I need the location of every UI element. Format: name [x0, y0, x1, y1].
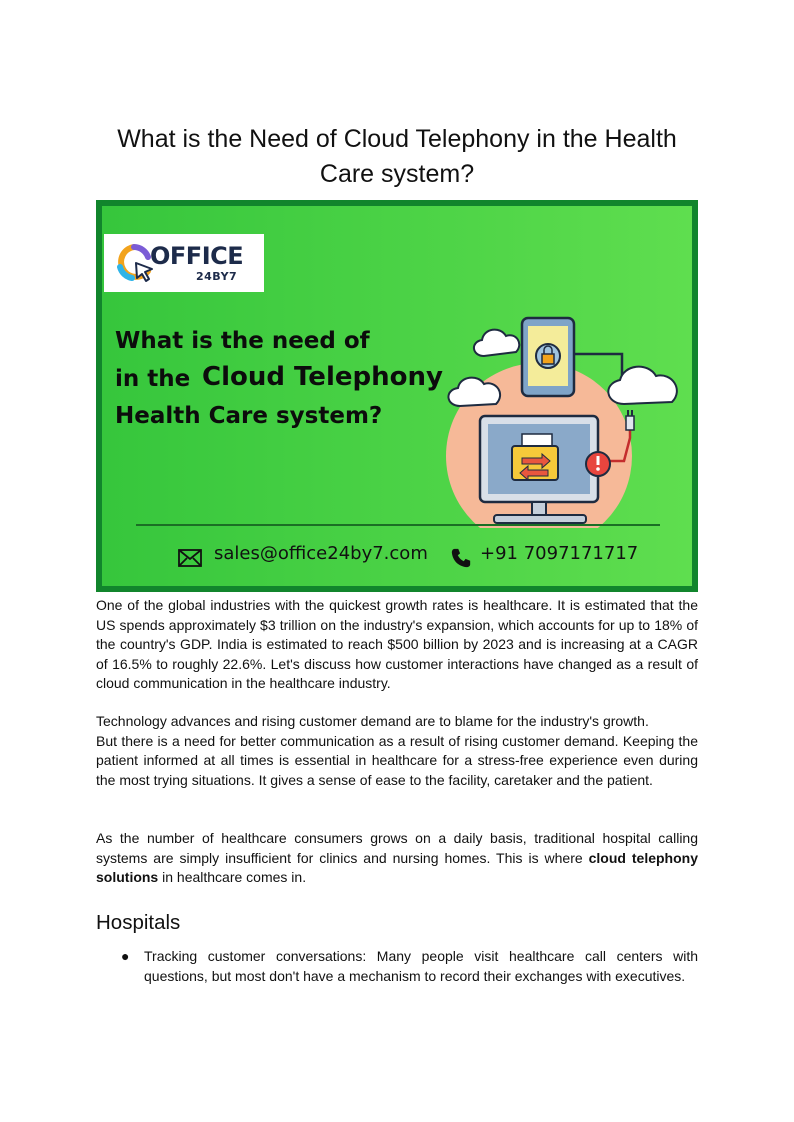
- banner-phone: +91 7097171717: [480, 543, 639, 564]
- logo-sub: 24BY7: [196, 270, 238, 283]
- banner-heading-line2-prefix: in the: [115, 366, 191, 392]
- envelope-icon: [178, 549, 202, 567]
- logo-name: OFFICE: [150, 242, 244, 270]
- cloud-icon: [608, 367, 677, 404]
- paragraph-intro: One of the global industries with the quickest growth rates is healthcare. It is estimated that the US spends approximately $3 trillion on the industry's expansion, which accounts for up to 18% of the country's GDP. India is estimated to reach $500 billion by 2023 and is increasing at a CAGR of 16.5% to roughly 22.6%. Let's discuss how customer interactions have changed as a result of cloud communication in the healthcare industry.: [96, 597, 698, 691]
- banner-image: [96, 200, 698, 592]
- banner-background: [102, 206, 692, 586]
- paragraph-solutions: [96, 829, 698, 888]
- paragraph-growth: [96, 712, 698, 790]
- banner-heading-emphasis: Cloud Telephony: [202, 362, 443, 392]
- section-heading: Hospitals: [96, 911, 181, 934]
- logo: [104, 234, 264, 292]
- banner-illustration: [392, 206, 692, 528]
- banner-heading-line1: What is the need of: [115, 328, 370, 354]
- phone-icon: [450, 547, 472, 569]
- smartphone-lock-icon: [522, 318, 574, 396]
- cloud-icon: [474, 330, 519, 356]
- paragraph-growth-line1: Technology advances and rising customer demand are to blame for the industry's growth.: [96, 713, 649, 729]
- bullet-marker: ●: [121, 948, 130, 964]
- paragraph-solutions-before: As the number of healthcare consumers grows on a daily basis, traditional hospital calling systems are simply insufficient for clinics and nursing homes. This is where: [96, 830, 698, 866]
- paragraph-solutions-after: in healthcare comes in.: [158, 869, 307, 885]
- banner-email: sales@office24by7.com: [214, 543, 428, 564]
- paragraph-growth-rest: But there is a need for better communication as a result of rising customer demand. Keeping the patient informed at all times is essential in healthcare for a stress-free experience even during the most trying situations. It gives a sense of ease to the facility, caretaker and the patient.: [96, 732, 698, 788]
- banner-heading-line3: Health Care system?: [115, 403, 383, 429]
- paragraph-solutions-bold: cloud telephony solutions: [96, 849, 698, 885]
- plug-icon: [626, 410, 634, 430]
- page-title: What is the Need of Cloud Telephony in the Health Care system?: [117, 125, 677, 188]
- bullet-item: Tracking customer conversations: Many people visit healthcare call centers with questions, but most don't have a mechanism to record their exchanges with executives.: [144, 948, 698, 984]
- banner-divider: [136, 524, 660, 526]
- alert-icon: [586, 452, 610, 476]
